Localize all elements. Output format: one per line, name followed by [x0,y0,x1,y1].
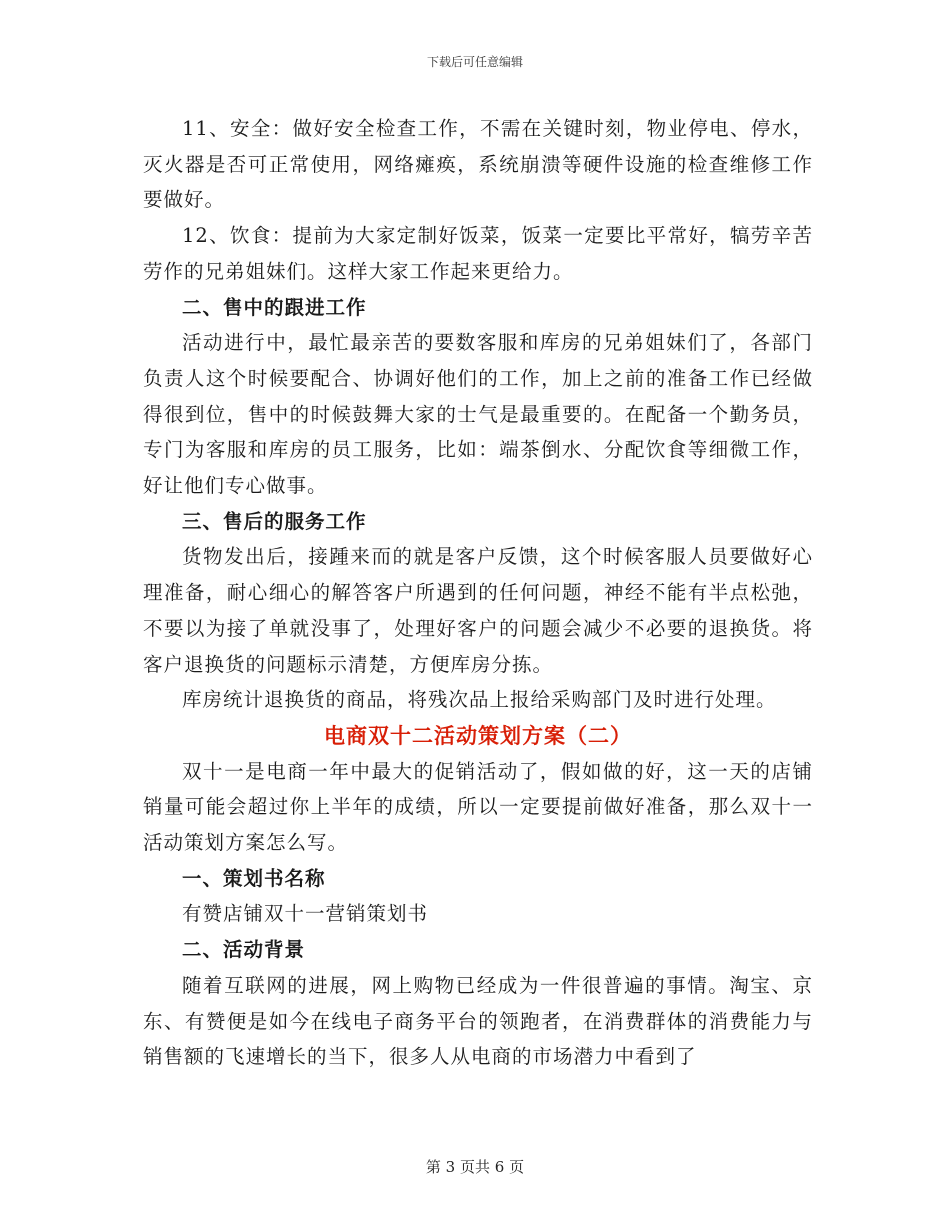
page-footer: 第 3 页共 6 页 [425,1158,525,1176]
section-title-part-2: 电商双十二活动策划方案（二） [324,722,632,748]
paragraph-after-sale-2: 库房统计退换货的商品，将残次品上报给采购部门及时进行处理。 [182,688,777,712]
heading-plan-name: 一、策划书名称 [182,866,326,890]
heading-during-sale: 二、售中的跟进工作 [182,295,367,319]
paragraph-after-sale-1: 货物发出后，接踵来而的就是客户反馈，这个时候客服人员要做好心理准备，耐心细心的解答客户所遇到的任何问题，神经不能有半点松弛，不要以为接了单就没事了，处理好客户的问题会减少不必要的退换货。将客户退换货的问题标示清楚，方便库房分拣。 [143,545,813,676]
paragraph-plan-name: 有赞店铺双十一营销策划书 [182,902,429,926]
paragraph-safety: 11、安全：做好安全检查工作，不需在关键时刻，物业停电、停水，灭火器是否可正常使用，网络瘫痪，系统崩溃等硬件设施的检查维修工作要做好。 [143,117,813,212]
paragraph-during-sale: 活动进行中，最忙最亲苦的要数客服和库房的兄弟姐妹们了，各部门负责人这个时候要配合、协调好他们的工作，加上之前的准备工作已经做得很到位，售中的时候鼓舞大家的士气是最重要的。在配备一个勤务员，专门为客服和库房的员工服务，比如：端茶倒水、分配饮食等细微工作，好让他们专心做事。 [143,331,813,498]
paragraph-intro: 双十一是电商一年中最大的促销活动了，假如做的好，这一天的店铺销量可能会超过你上半年的成绩，所以一定要提前做好准备，那么双十一活动策划方案怎么写。 [143,759,813,855]
page-header: 下载后可任意编辑 [426,55,523,69]
heading-after-sale: 三、售后的服务工作 [182,509,367,533]
paragraph-food: 12、饮食：提前为大家定制好饭菜，饭菜一定要比平常好，犒劳辛苦劳作的兄弟姐妹们。这样大家工作起来更给力。 [143,224,813,283]
paragraph-background: 随着互联网的进展，网上购物已经成为一件很普遍的事情。淘宝、京东、有赞便是如今在线电子商务平台的领跑者，在消费群体的消费能力与销售额的飞速增长的当下，很多人从电商的市场潜力中看到了 [143,973,813,1069]
heading-background: 二、活动背景 [182,938,306,962]
document-body [143,111,813,1075]
